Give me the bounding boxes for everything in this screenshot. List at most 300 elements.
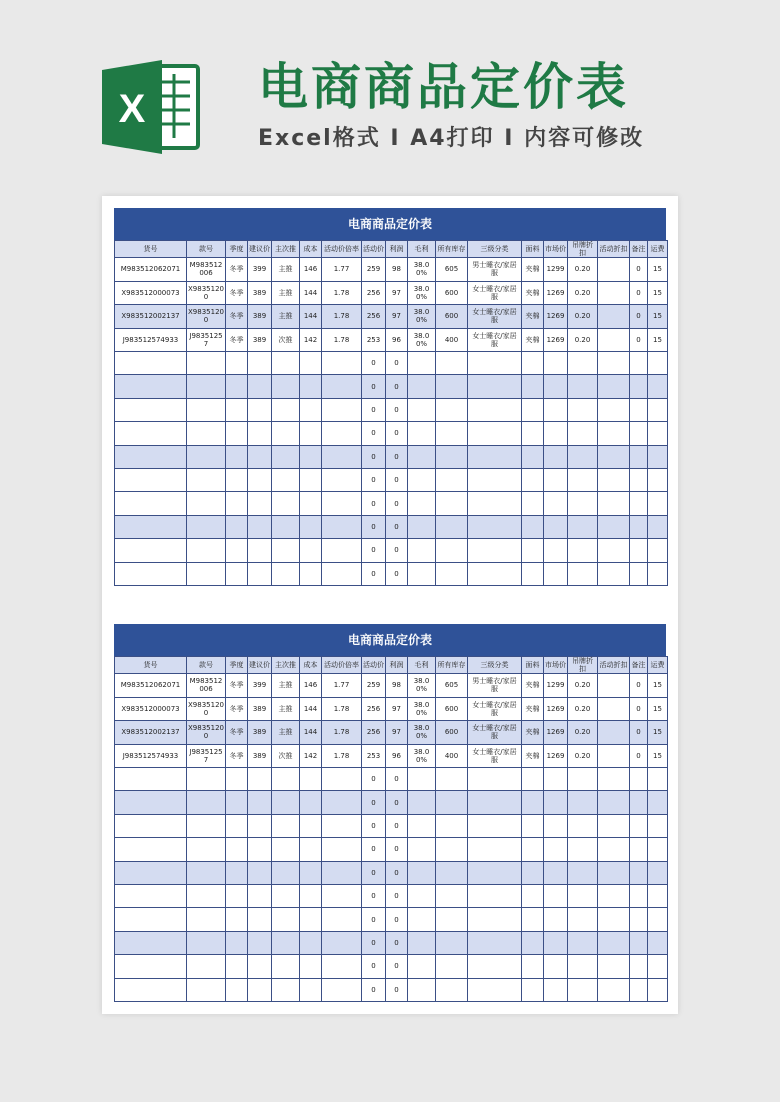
table-cell[interactable]: 女士睡衣/家居服 (468, 305, 522, 329)
table-cell[interactable] (322, 791, 362, 814)
table-cell[interactable] (436, 492, 468, 515)
table-cell[interactable] (272, 768, 300, 791)
table-cell[interactable] (648, 931, 668, 954)
table-cell[interactable]: 1269 (544, 744, 568, 768)
table-cell[interactable]: 0 (386, 978, 408, 1001)
table-cell[interactable] (544, 884, 568, 907)
table-cell[interactable] (187, 814, 226, 837)
table-cell[interactable]: 1.78 (322, 744, 362, 768)
table-cell[interactable]: 0 (362, 375, 386, 398)
table-cell[interactable] (187, 791, 226, 814)
table-cell[interactable] (468, 838, 522, 861)
table-cell[interactable]: 主推 (272, 305, 300, 329)
table-cell[interactable]: 0 (362, 468, 386, 491)
table-cell[interactable] (436, 814, 468, 837)
table-cell[interactable] (648, 814, 668, 837)
table-cell[interactable] (226, 375, 248, 398)
table-cell[interactable] (468, 539, 522, 562)
table-cell[interactable] (598, 697, 630, 721)
table-cell[interactable]: J983512574933 (115, 328, 187, 352)
table-cell[interactable]: 605 (436, 258, 468, 282)
table-cell[interactable] (187, 539, 226, 562)
table-cell[interactable] (544, 398, 568, 421)
table-cell[interactable] (648, 791, 668, 814)
table-cell[interactable]: 0 (386, 861, 408, 884)
table-cell[interactable] (522, 838, 544, 861)
table-cell[interactable]: 256 (362, 305, 386, 329)
table-cell[interactable]: 146 (300, 674, 322, 698)
table-cell[interactable]: 冬季 (226, 697, 248, 721)
table-cell[interactable] (468, 791, 522, 814)
table-cell[interactable] (436, 861, 468, 884)
table-cell[interactable] (115, 539, 187, 562)
table-cell[interactable] (248, 398, 272, 421)
table-cell[interactable] (522, 908, 544, 931)
table-cell[interactable] (300, 955, 322, 978)
table-cell[interactable] (544, 768, 568, 791)
table-cell[interactable] (544, 375, 568, 398)
table-cell[interactable]: 0 (386, 492, 408, 515)
table-cell[interactable] (468, 468, 522, 491)
table-cell[interactable]: 142 (300, 744, 322, 768)
table-cell[interactable] (248, 352, 272, 375)
table-cell[interactable]: 0 (630, 697, 648, 721)
table-cell[interactable] (226, 861, 248, 884)
table-cell[interactable] (115, 562, 187, 585)
table-cell[interactable] (248, 955, 272, 978)
table-cell[interactable] (272, 955, 300, 978)
table-cell[interactable] (187, 375, 226, 398)
table-cell[interactable] (300, 978, 322, 1001)
table-cell[interactable]: X983512002137 (115, 721, 187, 745)
table-cell[interactable] (568, 375, 598, 398)
table-cell[interactable] (544, 838, 568, 861)
table-cell[interactable]: X98351200 (187, 305, 226, 329)
table-cell[interactable] (648, 908, 668, 931)
table-cell[interactable] (408, 352, 436, 375)
table-cell[interactable] (322, 468, 362, 491)
table-cell[interactable] (322, 861, 362, 884)
table-cell[interactable] (568, 908, 598, 931)
table-cell[interactable] (598, 884, 630, 907)
table-cell[interactable]: 男士睡衣/家居服 (468, 258, 522, 282)
table-cell[interactable]: 0 (386, 562, 408, 585)
table-cell[interactable]: 0 (386, 884, 408, 907)
table-cell[interactable] (648, 978, 668, 1001)
table-cell[interactable] (648, 375, 668, 398)
table-cell[interactable] (630, 838, 648, 861)
table-cell[interactable] (598, 422, 630, 445)
table-cell[interactable]: 399 (248, 674, 272, 698)
table-cell[interactable]: 0 (630, 674, 648, 698)
table-cell[interactable]: 0.20 (568, 721, 598, 745)
table-cell[interactable]: 389 (248, 281, 272, 305)
table-cell[interactable] (544, 814, 568, 837)
table-cell[interactable] (408, 375, 436, 398)
table-cell[interactable]: 15 (648, 258, 668, 282)
table-cell[interactable] (648, 492, 668, 515)
table-cell[interactable] (648, 838, 668, 861)
table-cell[interactable] (568, 468, 598, 491)
table-cell[interactable] (187, 838, 226, 861)
table-cell[interactable] (272, 884, 300, 907)
table-cell[interactable] (322, 838, 362, 861)
table-cell[interactable] (436, 515, 468, 538)
table-cell[interactable] (300, 468, 322, 491)
table-cell[interactable]: X98351200 (187, 281, 226, 305)
table-cell[interactable] (648, 445, 668, 468)
table-cell[interactable] (568, 814, 598, 837)
table-cell[interactable] (630, 468, 648, 491)
table-cell[interactable] (544, 445, 568, 468)
table-cell[interactable]: 253 (362, 328, 386, 352)
table-cell[interactable] (598, 908, 630, 931)
table-cell[interactable]: 38.00% (408, 305, 436, 329)
table-cell[interactable] (226, 398, 248, 421)
table-cell[interactable] (272, 562, 300, 585)
table-cell[interactable] (248, 861, 272, 884)
table-cell[interactable] (598, 838, 630, 861)
table-cell[interactable] (226, 562, 248, 585)
table-cell[interactable]: 1299 (544, 674, 568, 698)
table-cell[interactable] (598, 258, 630, 282)
table-cell[interactable] (248, 931, 272, 954)
table-cell[interactable]: 0 (386, 768, 408, 791)
table-cell[interactable] (648, 398, 668, 421)
table-cell[interactable] (408, 398, 436, 421)
table-cell[interactable] (630, 492, 648, 515)
table-cell[interactable] (115, 422, 187, 445)
table-cell[interactable]: 夹棉 (522, 281, 544, 305)
table-cell[interactable] (598, 281, 630, 305)
table-cell[interactable]: 1269 (544, 697, 568, 721)
table-cell[interactable]: 1.78 (322, 697, 362, 721)
table-cell[interactable]: 主推 (272, 697, 300, 721)
table-cell[interactable] (300, 352, 322, 375)
table-cell[interactable] (322, 908, 362, 931)
table-cell[interactable] (436, 955, 468, 978)
table-cell[interactable] (598, 515, 630, 538)
table-cell[interactable]: 259 (362, 674, 386, 698)
table-cell[interactable] (408, 884, 436, 907)
table-cell[interactable]: 0 (362, 861, 386, 884)
table-cell[interactable] (568, 515, 598, 538)
table-cell[interactable] (408, 492, 436, 515)
table-cell[interactable] (226, 955, 248, 978)
table-cell[interactable] (300, 375, 322, 398)
table-cell[interactable] (568, 398, 598, 421)
table-cell[interactable] (248, 422, 272, 445)
table-cell[interactable]: 0.20 (568, 305, 598, 329)
table-cell[interactable]: 605 (436, 674, 468, 698)
table-cell[interactable] (568, 352, 598, 375)
table-cell[interactable] (248, 515, 272, 538)
table-cell[interactable] (248, 468, 272, 491)
table-cell[interactable]: 96 (386, 328, 408, 352)
table-cell[interactable] (598, 791, 630, 814)
table-cell[interactable] (272, 422, 300, 445)
table-cell[interactable] (187, 768, 226, 791)
table-cell[interactable] (322, 562, 362, 585)
table-cell[interactable] (300, 861, 322, 884)
table-cell[interactable] (544, 468, 568, 491)
table-cell[interactable] (115, 955, 187, 978)
table-cell[interactable]: 97 (386, 305, 408, 329)
table-cell[interactable]: 次推 (272, 328, 300, 352)
table-cell[interactable] (248, 978, 272, 1001)
table-cell[interactable] (648, 539, 668, 562)
table-cell[interactable] (322, 398, 362, 421)
table-cell[interactable]: 38.00% (408, 258, 436, 282)
table-cell[interactable] (630, 562, 648, 585)
table-cell[interactable]: 97 (386, 697, 408, 721)
table-cell[interactable] (187, 515, 226, 538)
table-cell[interactable]: 0 (386, 539, 408, 562)
table-cell[interactable] (322, 768, 362, 791)
table-cell[interactable]: X98351200 (187, 697, 226, 721)
table-cell[interactable]: 冬季 (226, 258, 248, 282)
table-cell[interactable] (568, 955, 598, 978)
table-cell[interactable] (115, 352, 187, 375)
table-cell[interactable] (522, 539, 544, 562)
table-cell[interactable] (648, 422, 668, 445)
table-cell[interactable] (408, 422, 436, 445)
table-cell[interactable] (522, 422, 544, 445)
table-cell[interactable]: 389 (248, 697, 272, 721)
table-cell[interactable]: 0 (630, 328, 648, 352)
table-cell[interactable]: 主推 (272, 281, 300, 305)
table-cell[interactable]: 15 (648, 328, 668, 352)
table-cell[interactable] (248, 375, 272, 398)
table-cell[interactable]: 144 (300, 721, 322, 745)
table-cell[interactable]: M983512062071 (115, 258, 187, 282)
table-cell[interactable] (322, 884, 362, 907)
table-cell[interactable] (648, 955, 668, 978)
table-cell[interactable]: J983512574933 (115, 744, 187, 768)
table-cell[interactable] (408, 515, 436, 538)
table-cell[interactable] (226, 492, 248, 515)
table-cell[interactable]: 冬季 (226, 281, 248, 305)
table-cell[interactable] (187, 492, 226, 515)
table-cell[interactable] (248, 768, 272, 791)
table-cell[interactable] (408, 468, 436, 491)
table-cell[interactable] (468, 515, 522, 538)
table-cell[interactable] (568, 978, 598, 1001)
table-cell[interactable]: M983512062071 (115, 674, 187, 698)
table-cell[interactable] (115, 375, 187, 398)
table-cell[interactable] (300, 515, 322, 538)
table-cell[interactable]: 1.78 (322, 721, 362, 745)
table-cell[interactable] (544, 978, 568, 1001)
table-cell[interactable]: 15 (648, 281, 668, 305)
table-cell[interactable]: 冬季 (226, 674, 248, 698)
table-cell[interactable] (115, 768, 187, 791)
table-cell[interactable]: 0.20 (568, 328, 598, 352)
table-cell[interactable]: 女士睡衣/家居服 (468, 281, 522, 305)
table-cell[interactable]: 0 (386, 814, 408, 837)
table-cell[interactable]: 256 (362, 697, 386, 721)
table-cell[interactable] (187, 468, 226, 491)
table-cell[interactable] (272, 468, 300, 491)
table-cell[interactable] (300, 422, 322, 445)
table-cell[interactable] (226, 539, 248, 562)
table-cell[interactable] (322, 352, 362, 375)
table-cell[interactable] (522, 814, 544, 837)
table-cell[interactable] (115, 884, 187, 907)
table-cell[interactable] (436, 539, 468, 562)
table-cell[interactable] (408, 814, 436, 837)
table-cell[interactable] (115, 978, 187, 1001)
table-cell[interactable] (248, 445, 272, 468)
table-cell[interactable] (436, 562, 468, 585)
table-cell[interactable]: 0 (362, 838, 386, 861)
table-cell[interactable]: M983512006 (187, 258, 226, 282)
table-cell[interactable]: 0 (362, 422, 386, 445)
table-cell[interactable] (436, 768, 468, 791)
table-cell[interactable] (468, 562, 522, 585)
table-cell[interactable] (598, 931, 630, 954)
table-cell[interactable]: 1299 (544, 258, 568, 282)
table-cell[interactable] (115, 908, 187, 931)
table-cell[interactable] (630, 931, 648, 954)
table-cell[interactable]: 0 (362, 492, 386, 515)
table-cell[interactable] (248, 884, 272, 907)
table-cell[interactable] (630, 861, 648, 884)
table-cell[interactable]: 389 (248, 721, 272, 745)
table-cell[interactable] (248, 791, 272, 814)
table-cell[interactable]: 399 (248, 258, 272, 282)
table-cell[interactable] (300, 884, 322, 907)
table-cell[interactable]: 冬季 (226, 305, 248, 329)
table-cell[interactable] (630, 352, 648, 375)
table-cell[interactable] (468, 908, 522, 931)
table-cell[interactable] (115, 838, 187, 861)
table-cell[interactable] (226, 768, 248, 791)
table-cell[interactable]: 146 (300, 258, 322, 282)
table-cell[interactable]: 0 (362, 515, 386, 538)
table-cell[interactable] (468, 814, 522, 837)
table-cell[interactable]: 0 (386, 931, 408, 954)
table-cell[interactable]: 0 (362, 978, 386, 1001)
table-cell[interactable] (300, 908, 322, 931)
table-cell[interactable] (468, 352, 522, 375)
table-cell[interactable] (544, 352, 568, 375)
table-cell[interactable]: 0 (386, 468, 408, 491)
table-cell[interactable] (522, 515, 544, 538)
table-cell[interactable] (322, 931, 362, 954)
table-cell[interactable]: 0 (386, 352, 408, 375)
table-cell[interactable]: 0 (386, 422, 408, 445)
table-cell[interactable] (630, 978, 648, 1001)
table-cell[interactable] (272, 515, 300, 538)
table-cell[interactable]: 38.00% (408, 697, 436, 721)
table-cell[interactable] (115, 515, 187, 538)
table-cell[interactable] (522, 398, 544, 421)
table-cell[interactable] (544, 861, 568, 884)
table-cell[interactable]: 0 (362, 884, 386, 907)
table-cell[interactable] (468, 884, 522, 907)
table-cell[interactable] (115, 445, 187, 468)
table-cell[interactable] (272, 861, 300, 884)
table-cell[interactable] (248, 908, 272, 931)
table-cell[interactable] (300, 931, 322, 954)
table-cell[interactable] (322, 422, 362, 445)
table-cell[interactable] (544, 492, 568, 515)
table-cell[interactable]: 0 (362, 445, 386, 468)
table-cell[interactable]: 0 (630, 305, 648, 329)
table-cell[interactable]: 0.20 (568, 744, 598, 768)
table-cell[interactable] (522, 375, 544, 398)
table-cell[interactable] (226, 791, 248, 814)
table-cell[interactable] (630, 908, 648, 931)
table-cell[interactable] (568, 492, 598, 515)
table-cell[interactable] (630, 884, 648, 907)
table-cell[interactable] (436, 422, 468, 445)
table-cell[interactable] (568, 562, 598, 585)
table-cell[interactable] (598, 375, 630, 398)
table-cell[interactable]: 389 (248, 328, 272, 352)
table-cell[interactable] (568, 768, 598, 791)
table-cell[interactable] (468, 768, 522, 791)
table-cell[interactable] (226, 352, 248, 375)
table-cell[interactable] (630, 422, 648, 445)
table-cell[interactable]: X983512000073 (115, 697, 187, 721)
table-cell[interactable] (115, 814, 187, 837)
table-cell[interactable] (408, 838, 436, 861)
table-cell[interactable] (272, 931, 300, 954)
table-cell[interactable]: 0 (362, 814, 386, 837)
table-cell[interactable] (187, 445, 226, 468)
table-cell[interactable] (300, 445, 322, 468)
table-cell[interactable] (436, 908, 468, 931)
table-cell[interactable] (226, 814, 248, 837)
table-cell[interactable]: 0 (362, 398, 386, 421)
table-cell[interactable] (468, 445, 522, 468)
table-cell[interactable] (408, 955, 436, 978)
table-cell[interactable] (598, 721, 630, 745)
table-cell[interactable]: 600 (436, 305, 468, 329)
table-cell[interactable] (568, 791, 598, 814)
table-cell[interactable] (272, 978, 300, 1001)
table-cell[interactable]: 夹棉 (522, 697, 544, 721)
table-cell[interactable] (568, 861, 598, 884)
table-cell[interactable] (598, 955, 630, 978)
table-cell[interactable]: 1269 (544, 305, 568, 329)
table-cell[interactable]: 15 (648, 697, 668, 721)
table-cell[interactable]: 259 (362, 258, 386, 282)
table-cell[interactable] (248, 838, 272, 861)
table-cell[interactable]: 1269 (544, 281, 568, 305)
table-cell[interactable] (630, 375, 648, 398)
table-cell[interactable]: 0 (362, 931, 386, 954)
table-cell[interactable] (598, 744, 630, 768)
table-cell[interactable]: 男士睡衣/家居服 (468, 674, 522, 698)
table-cell[interactable] (468, 492, 522, 515)
table-cell[interactable] (322, 814, 362, 837)
table-cell[interactable]: 600 (436, 721, 468, 745)
table-cell[interactable] (187, 352, 226, 375)
table-cell[interactable]: 0 (362, 791, 386, 814)
table-cell[interactable] (598, 328, 630, 352)
table-cell[interactable] (226, 515, 248, 538)
table-cell[interactable]: 0 (362, 562, 386, 585)
table-cell[interactable] (187, 884, 226, 907)
table-cell[interactable]: 0 (386, 955, 408, 978)
table-cell[interactable] (522, 768, 544, 791)
table-cell[interactable] (630, 814, 648, 837)
table-cell[interactable] (115, 861, 187, 884)
table-cell[interactable] (468, 375, 522, 398)
